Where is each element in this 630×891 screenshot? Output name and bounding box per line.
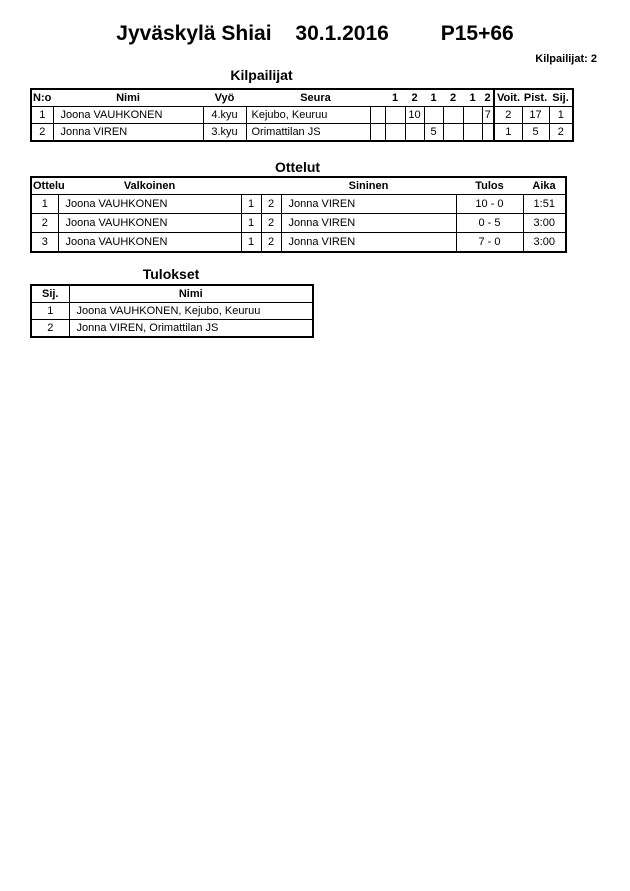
score-cell bbox=[385, 107, 405, 124]
match-result: 7 - 0 bbox=[456, 233, 523, 253]
result-place: 2 bbox=[31, 320, 69, 338]
score-cell bbox=[463, 124, 482, 142]
competitor-row bbox=[31, 124, 573, 142]
score-cell: 5 bbox=[424, 124, 443, 142]
col-header-match: Ottelu bbox=[31, 177, 58, 195]
col-header-blue-no bbox=[261, 177, 281, 195]
competitor-belt: 3.kyu bbox=[203, 124, 246, 142]
competitor-club: Orimattilan JS bbox=[246, 124, 370, 142]
competitor-name: Joona VAUHKONEN bbox=[53, 107, 203, 124]
match-time: 3:00 bbox=[523, 214, 566, 233]
result-row bbox=[31, 303, 313, 320]
competitor-name: Jonna VIREN bbox=[53, 124, 203, 142]
col-header-result: Tulos bbox=[456, 177, 523, 195]
competitor-place: 2 bbox=[549, 124, 573, 142]
white-player-name: Joona VAUHKONEN bbox=[58, 233, 241, 253]
score-cell bbox=[443, 124, 463, 142]
competitor-number: 2 bbox=[31, 124, 53, 142]
score-cell: 7 bbox=[482, 107, 494, 124]
event-date: 30.1.2016 bbox=[295, 22, 389, 45]
col-header-name: Nimi bbox=[69, 285, 313, 303]
match-number: 2 bbox=[31, 214, 58, 233]
section-heading-kilpailijat: Kilpailijat bbox=[230, 67, 293, 83]
col-header-no: N:o bbox=[31, 89, 53, 107]
competitor-club: Kejubo, Keuruu bbox=[246, 107, 370, 124]
section-heading-tulokset: Tulokset bbox=[142, 266, 200, 282]
white-player-name: Joona VAUHKONEN bbox=[58, 214, 241, 233]
blue-player-number: 2 bbox=[261, 214, 281, 233]
blue-player-number: 2 bbox=[261, 233, 281, 253]
event-name: Jyväskylä Shiai bbox=[116, 22, 272, 45]
match-time: 3:00 bbox=[523, 233, 566, 253]
match-row bbox=[31, 214, 566, 233]
competitor-wins: 2 bbox=[494, 107, 522, 124]
col-header-place: Sij. bbox=[549, 89, 573, 107]
competitors-header-row bbox=[31, 89, 573, 107]
competitors-table bbox=[30, 88, 574, 142]
col-header-time: Aika bbox=[523, 177, 566, 195]
result-name: Joona VAUHKONEN, Kejubo, Keuruu bbox=[69, 303, 313, 320]
match-row bbox=[31, 195, 566, 214]
competitor-points: 5 bbox=[522, 124, 549, 142]
col-header-match2p2: 2 bbox=[443, 89, 463, 107]
col-header-match1p2: 2 bbox=[405, 89, 424, 107]
blue-player-name: Jonna VIREN bbox=[281, 214, 456, 233]
score-cell bbox=[482, 124, 494, 142]
score-spacer-cell bbox=[370, 124, 385, 142]
col-header-points: Pist. bbox=[522, 89, 549, 107]
result-name: Jonna VIREN, Orimattilan JS bbox=[69, 320, 313, 338]
col-header-match2p1: 1 bbox=[424, 89, 443, 107]
white-player-name: Joona VAUHKONEN bbox=[58, 195, 241, 214]
col-header-blue: Sininen bbox=[281, 177, 456, 195]
results-header-row bbox=[31, 285, 313, 303]
score-cell bbox=[405, 124, 424, 142]
blue-player-name: Jonna VIREN bbox=[281, 195, 456, 214]
col-header-match3p2: 2 bbox=[482, 89, 494, 107]
page-title bbox=[0, 22, 630, 46]
match-time: 1:51 bbox=[523, 195, 566, 214]
category-label: P15+66 bbox=[440, 22, 514, 45]
competitor-wins: 1 bbox=[494, 124, 522, 142]
match-number: 3 bbox=[31, 233, 58, 253]
section-heading-ottelut: Ottelut bbox=[274, 159, 321, 175]
results-table bbox=[30, 284, 314, 338]
matches-table bbox=[30, 176, 567, 253]
col-header-club: Seura bbox=[246, 89, 385, 107]
white-player-number: 1 bbox=[241, 195, 261, 214]
col-header-white: Valkoinen bbox=[58, 177, 241, 195]
col-header-white-no bbox=[241, 177, 261, 195]
score-cell: 10 bbox=[405, 107, 424, 124]
score-cell bbox=[385, 124, 405, 142]
score-cell bbox=[463, 107, 482, 124]
score-cell bbox=[443, 107, 463, 124]
blue-player-name: Jonna VIREN bbox=[281, 233, 456, 253]
match-result: 0 - 5 bbox=[456, 214, 523, 233]
result-row bbox=[31, 320, 313, 338]
competitor-row bbox=[31, 107, 573, 124]
competitor-points: 17 bbox=[522, 107, 549, 124]
competitor-belt: 4.kyu bbox=[203, 107, 246, 124]
col-header-belt: Vyö bbox=[203, 89, 246, 107]
col-header-place: Sij. bbox=[31, 285, 69, 303]
blue-player-number: 2 bbox=[261, 195, 281, 214]
competitor-count: Kilpailijat: 2 bbox=[535, 53, 597, 65]
score-cell bbox=[424, 107, 443, 124]
match-row bbox=[31, 233, 566, 253]
result-place: 1 bbox=[31, 303, 69, 320]
matches-header-row bbox=[31, 177, 566, 195]
col-header-name: Nimi bbox=[53, 89, 203, 107]
white-player-number: 1 bbox=[241, 214, 261, 233]
col-header-match3p1: 1 bbox=[463, 89, 482, 107]
competitor-place: 1 bbox=[549, 107, 573, 124]
col-header-wins: Voit. bbox=[494, 89, 522, 107]
col-header-match1p1: 1 bbox=[385, 89, 405, 107]
match-number: 1 bbox=[31, 195, 58, 214]
white-player-number: 1 bbox=[241, 233, 261, 253]
competitor-number: 1 bbox=[31, 107, 53, 124]
match-result: 10 - 0 bbox=[456, 195, 523, 214]
score-spacer-cell bbox=[370, 107, 385, 124]
